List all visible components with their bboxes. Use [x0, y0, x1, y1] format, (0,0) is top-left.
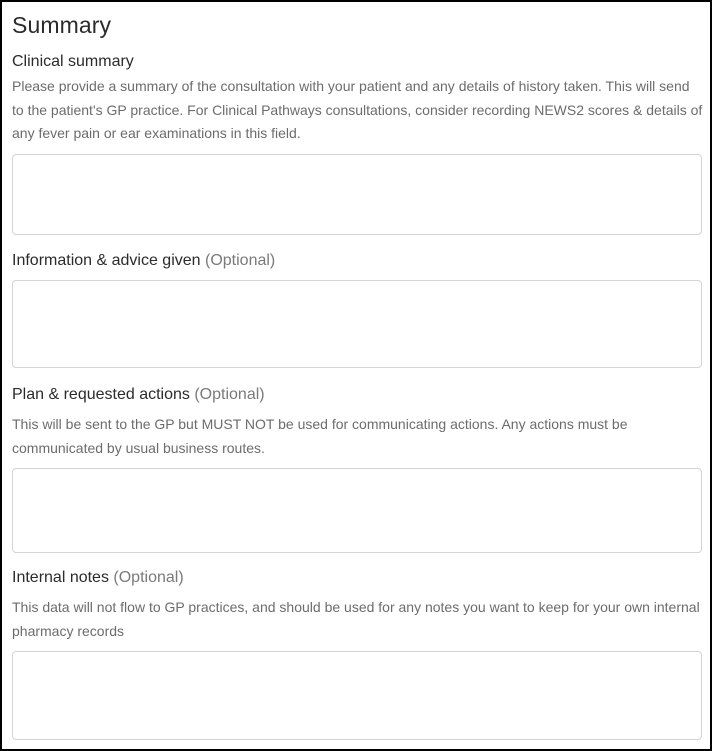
- clinical-summary-label: [12, 52, 134, 72]
- information-advice-textarea[interactable]: [12, 280, 702, 368]
- plan-actions-hint: This will be sent to the GP but MUST NOT be used for communicating actions. Any actions must be communicated by usual business routes.: [12, 416, 628, 456]
- optional-tag: (Optional): [194, 386, 265, 403]
- optional-tag: (Optional): [113, 569, 184, 586]
- internal-notes-label: [12, 568, 184, 588]
- clinical-summary-textarea[interactable]: [12, 154, 702, 235]
- plan-actions-textarea[interactable]: [12, 468, 702, 553]
- internal-notes-label-text: Internal notes: [12, 569, 109, 586]
- clinical-summary-hint: Please provide a summary of the consultation with your patient and any details of history taken. This will send to the patient's GP practice. For Clinical Pathways consultations, consider recording NEWS2 scores & details of any fever pain or ear examinations in this field.: [12, 78, 703, 141]
- plan-actions-label: [12, 385, 265, 405]
- internal-notes-hint: This data will not flow to GP practices, and should be used for any notes you want to keep for your own internal pharmacy records: [12, 599, 700, 639]
- internal-notes-textarea[interactable]: [12, 651, 702, 740]
- information-advice-label-text: Information & advice given: [12, 252, 201, 269]
- page-title: Summary: [12, 12, 112, 38]
- information-advice-label: [12, 251, 275, 271]
- plan-actions-label-text: Plan & requested actions: [12, 386, 190, 403]
- clinical-summary-label-text: Clinical summary: [12, 53, 134, 70]
- optional-tag: (Optional): [205, 252, 276, 269]
